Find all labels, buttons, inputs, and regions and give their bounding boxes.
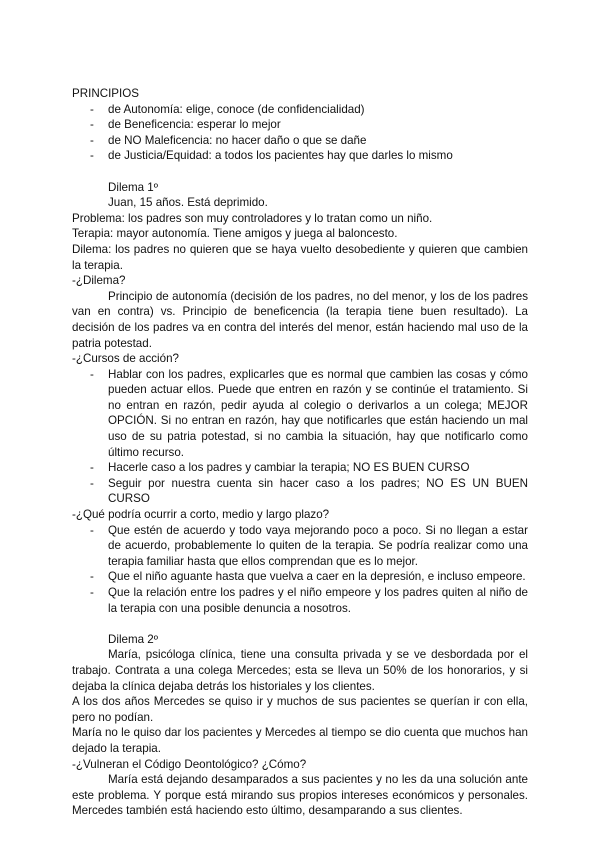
spacer bbox=[72, 164, 528, 180]
list-item: - Hablar con los padres, explicarles que es normal que cambien las cosas y cómo pueden actuar ellos. Puede que entren en razón y se continúe el tratamiento. Si no entran en razón, pedir ayuda al colegio o derivarlos a un colega; MEJOR OPCIÓN. Si no entran en razón, hay que notificarles que están haciendo un mal uso de su patria potestad, si no cambia la situación, hay que notificarlo como último recurso. bbox=[72, 367, 528, 461]
dilema1-dilema-answer: Principio de autonomía (decisión de los padres, no del menor, y los de los padres van en contra) vs. Principio de beneficencia (la terapia tiene buen resultado). La decisión de los padres va en contra del interés del menor, están haciendo mal uso de la patria potestad. bbox=[72, 289, 528, 350]
list-item: - de NO Maleficencia: no hacer daño o que se dañe bbox=[72, 133, 528, 149]
dilema2-paragraph-2: A los dos años Mercedes se quiso ir y muchos de sus pacientes se querían ir con ella, pero no podían. bbox=[72, 695, 528, 724]
dilema1-question-actions: -¿Cursos de acción? bbox=[72, 352, 179, 366]
dilema2-title: Dilema 2º bbox=[108, 632, 158, 646]
list-item: - de Beneficencia: esperar lo mejor bbox=[72, 117, 528, 133]
list-item: - Que estén de acuerdo y todo vaya mejorando poco a poco. Si no llegan a estar de acuerdo, probablemente lo quiten de la terapia. Se podría realizar como una terapia familiar hasta que ellos comprendan que es lo mejor. bbox=[72, 523, 528, 570]
list-item: - de Autonomía: elige, conoce (de confidencialidad) bbox=[72, 102, 528, 118]
dilema2-answer: María está dejando desamparados a sus pacientes y no les da una solución ante este problema. Y porque está mirando sus propios intereses económicos y personales. Mercedes también está haciendo esto último, desamparando a sus clientes. bbox=[72, 773, 528, 818]
dilema1-question-outcomes: -¿Qué podría ocurrir a corto, medio y largo plazo? bbox=[72, 508, 330, 522]
dilema1-outcomes-list bbox=[72, 523, 528, 617]
dilema1-question-dilema: -¿Dilema? bbox=[72, 274, 126, 288]
dilema2-paragraph-1: María, psicóloga clínica, tiene una consulta privada y se ve desbordada por el trabajo. Contrata a una colega Mercedes; esta se lleva un 50% de los honorarios, y si dejaba la clínica dejaba detrás los historiales y los clientes. bbox=[72, 648, 528, 693]
list-item: - Que el niño aguante hasta que vuelva a caer en la depresión, e incluso empeore. bbox=[72, 569, 528, 585]
dilema1-therapy: Terapia: mayor autonomía. Tiene amigos y juega al baloncesto. bbox=[72, 227, 398, 241]
dilema1-title: Dilema 1º bbox=[108, 180, 158, 194]
list-item: - Que la relación entre los padres y el niño empeore y los padres quiten al niño de la terapia con una posible denuncia a nosotros. bbox=[72, 585, 528, 616]
spacer bbox=[72, 616, 528, 632]
dilema2-question-code: -¿Vulneran el Código Deontológico? ¿Cómo? bbox=[72, 757, 307, 771]
dilema1-problem: Problema: los padres son muy controladores y lo tratan como un niño. bbox=[72, 211, 433, 225]
list-item: - Hacerle caso a los padres y cambiar la terapia; NO ES BUEN CURSO bbox=[72, 460, 528, 476]
list-item: - Seguir por nuestra cuenta sin hacer caso a los padres; NO ES UN BUEN CURSO bbox=[72, 476, 528, 507]
principles-heading: PRINCIPIOS bbox=[72, 87, 139, 100]
document-page bbox=[72, 86, 528, 819]
dilema1-actions-list bbox=[72, 367, 528, 507]
principles-list bbox=[72, 102, 528, 164]
dilema1-case: Juan, 15 años. Está deprimido. bbox=[108, 196, 268, 210]
list-item: - de Justicia/Equidad: a todos los pacientes hay que darles lo mismo bbox=[72, 148, 528, 164]
dilema1-dilemma: Dilema: los padres no quieren que se haya vuelto desobediente y quieren que cambien la terapia. bbox=[72, 242, 528, 272]
dilema2-paragraph-3: María no le quiso dar los pacientes y Mercedes al tiempo se dio cuenta que muchos han dejado la terapia. bbox=[72, 726, 528, 755]
